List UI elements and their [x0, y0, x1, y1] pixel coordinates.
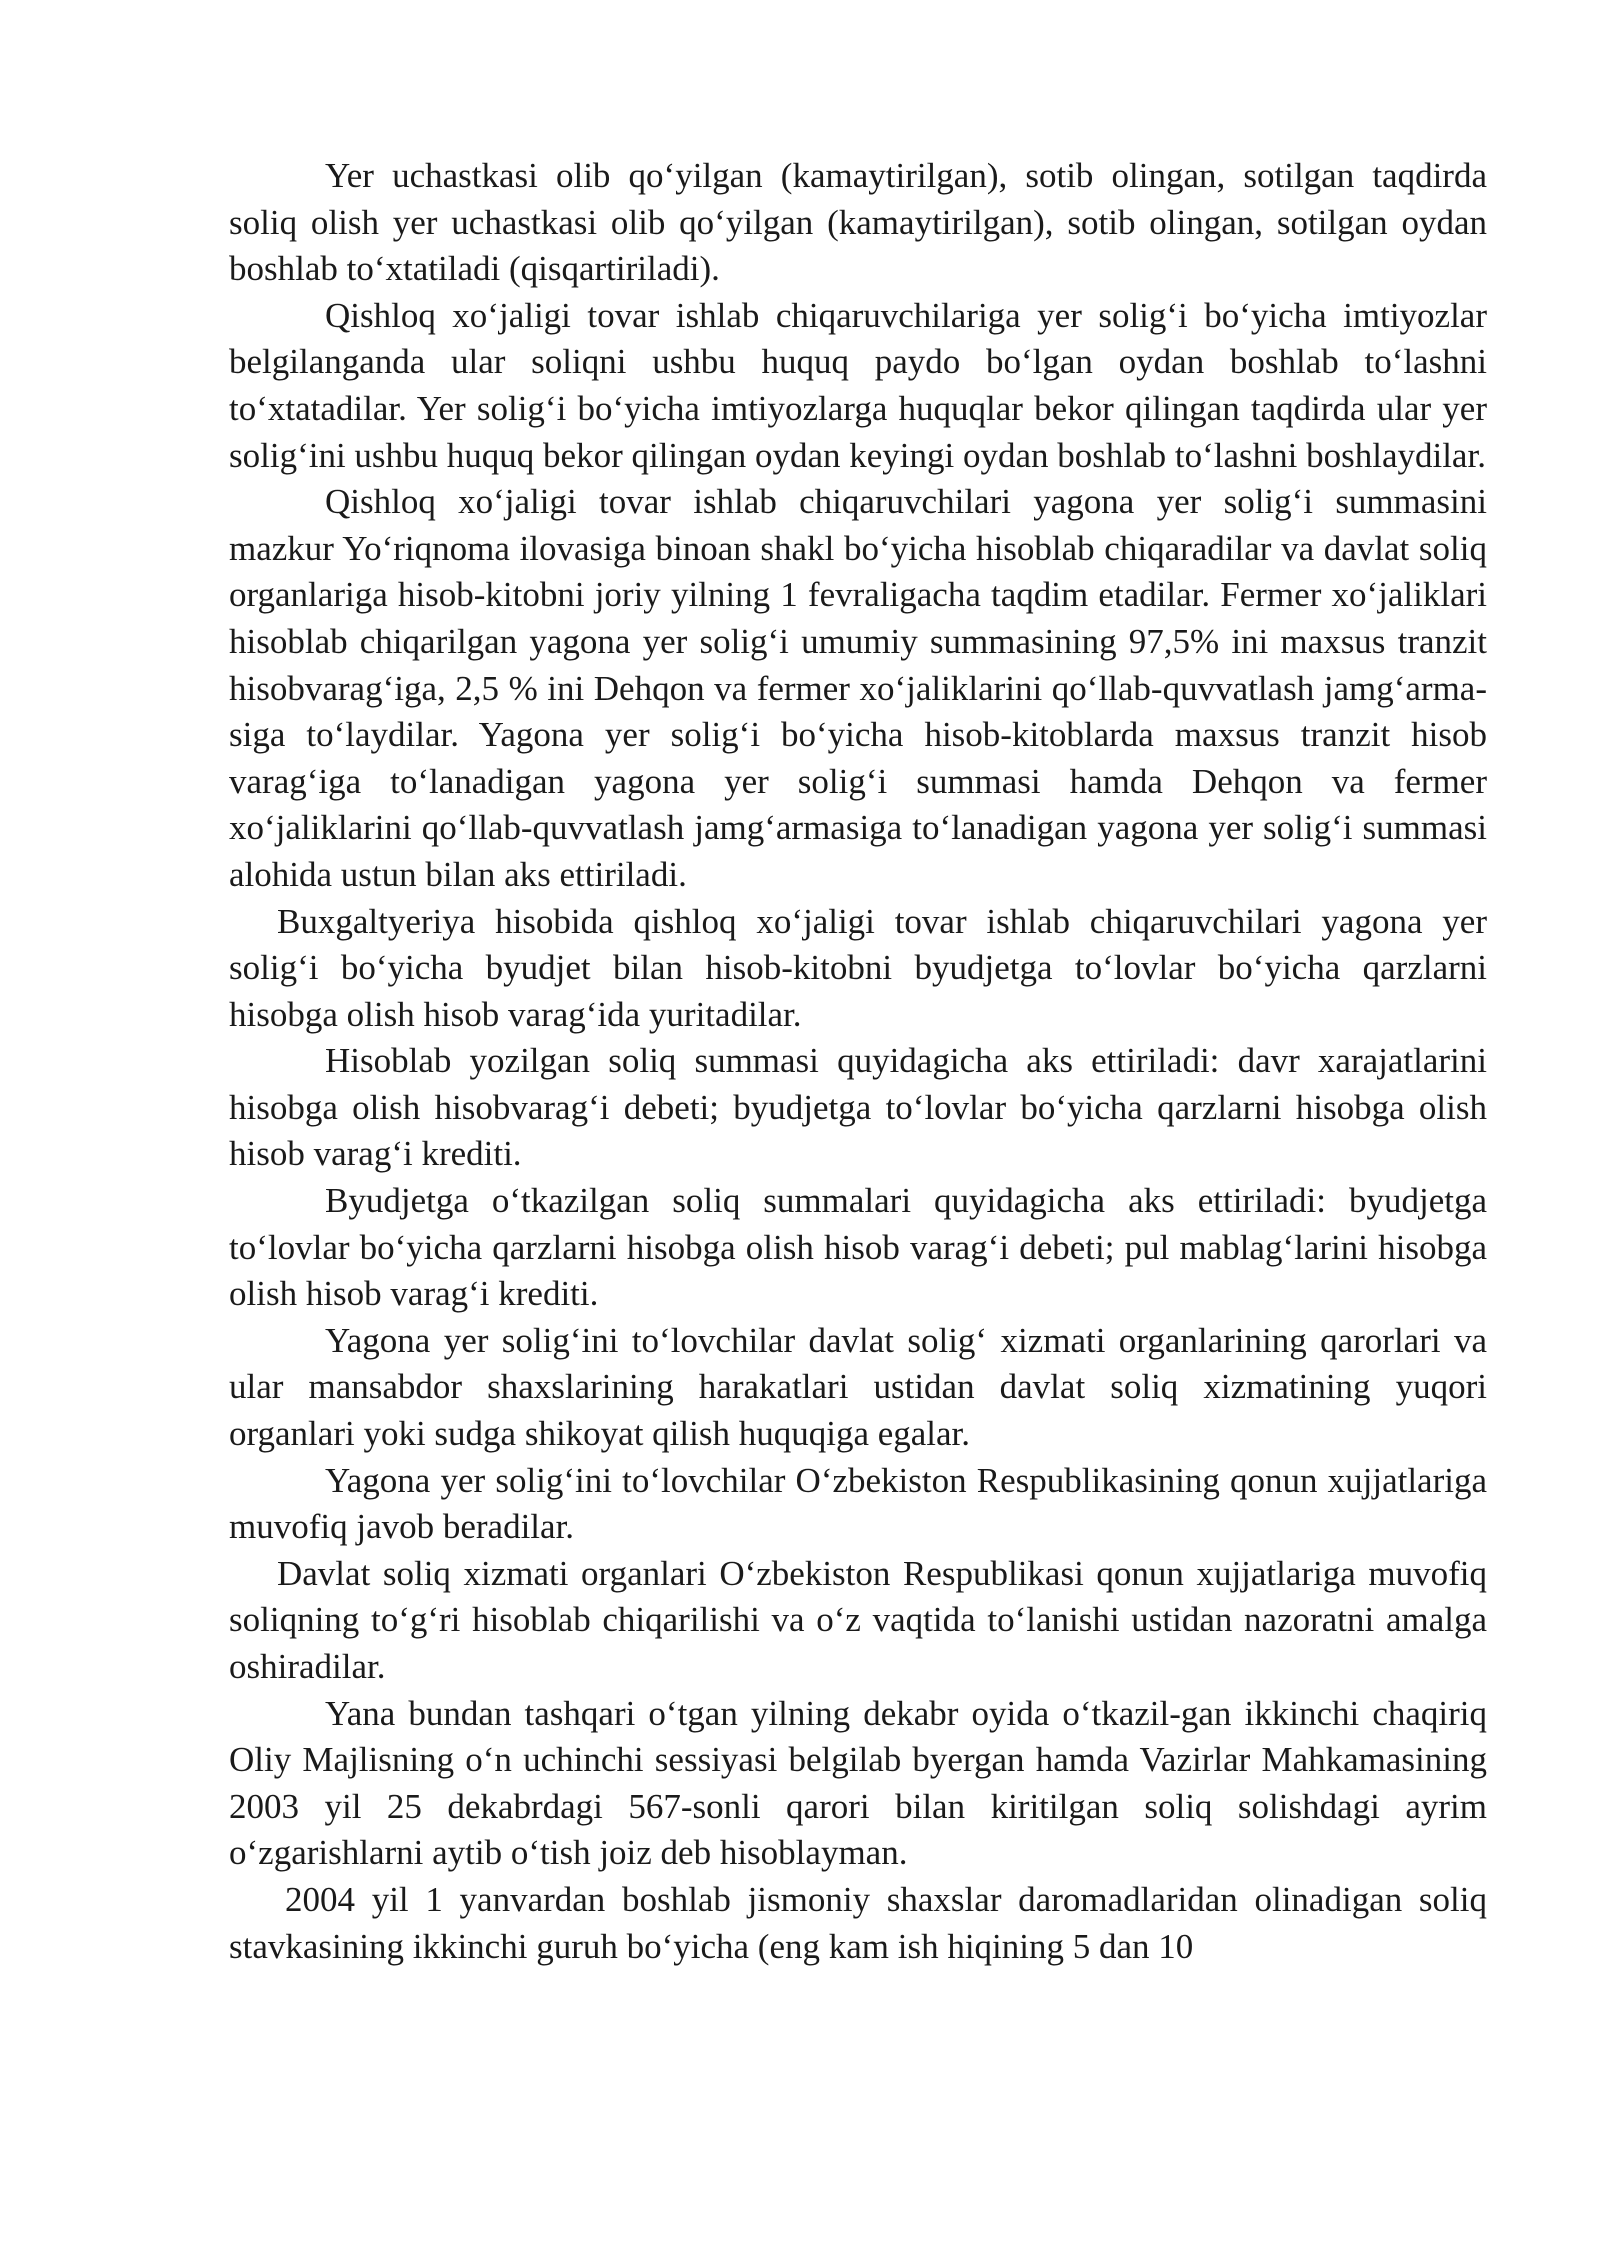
paragraph-2: Qishloq xo‘jaligi tovar ishlab chiqaruvchilariga yer solig‘i bo‘yicha imtiyozlar belgilanganda ular soliqni ushbu huquq paydo bo‘lgan oydan boshlab to‘lashni to‘xtatadilar. Yer solig‘i bo‘yicha imtiyozlarga huquqlar bekor qilingan taqdirda ular yer solig‘ini ushbu huquq bekor qilingan oydan keyingi oydan boshlab to‘lashni boshlaydilar. [229, 295, 1487, 475]
paragraph-11: 2004 yil 1 yanvardan boshlab jismoniy shaxslar daromadlaridan olinadigan soliq stavkasining ikkinchi guruh bo‘yicha (eng kam ish hiqining 5 dan 10 [229, 1879, 1487, 1966]
paragraph-4: Buxgaltyeriya hisobida qishloq xo‘jaligi tovar ishlab chiqaruvchilari yagona yer solig‘i bo‘yicha byudjet bilan hisob-kitobni byudjetga to‘lovlar bo‘yicha qarzlarni hisobga olish hisob varag‘ida yuritadilar. [229, 901, 1487, 1034]
paragraph-10: Yana bundan tashqari o‘tgan yilning dekabr oyida o‘tkazil-gan ikkinchi chaqiriq Oliy Majlisning o‘n uchinchi sessiyasi belgilab byergan hamda Vazirlar Mahkamasining 2003 yil 25 dekabrdagi 567-sonli qarori bilan kiritilgan soliq solishdagi ayrim o‘zgarishlarni aytib o‘tish joiz deb hisoblayman. [229, 1693, 1487, 1873]
paragraph-7: Yagona yer solig‘ini to‘lovchilar davlat solig‘ xizmati organlarining qarorlari va ular mansabdor shaxslarining harakatlari ustidan davlat soliq xizmatining yuqori organlari yoki sudga shikoyat qilish huquqiga egalar. [229, 1320, 1487, 1454]
paragraph-9: Davlat soliq xizmati organlari O‘zbekiston Respublikasi qonun xujjatlariga muvofiq soliqning to‘g‘ri hisoblab chiqarilishi va o‘z vaqtida to‘lanishi ustidan nazoratni amalga oshiradilar. [229, 1553, 1487, 1686]
document-page [229, 153, 1487, 1970]
paragraph-6: Byudjetga o‘tkazilgan soliq summalari quyidagicha aks ettiriladi: byudjetga to‘lovlar bo‘yicha qarzlarni hisobga olish hisob varag‘i debeti; pul mablag‘larini hisobga olish hisob varag‘i krediti. [229, 1181, 1487, 1314]
paragraph-8: Yagona yer solig‘ini to‘lovchilar O‘zbekiston Respublikasining qonun xujjatlariga muvofiq javob beradilar. [229, 1460, 1487, 1547]
paragraph-1: Yer uchastkasi olib qo‘yilgan (kamaytirilgan), sotib olingan, sotilgan taqdirda soliq olish yer uchastkasi olib qo‘yilgan (kamaytirilgan), sotib olingan, sotilgan oydan boshlab to‘xtatiladi (qisqartiriladi). [229, 156, 1487, 289]
paragraph-3: Qishloq xo‘jaligi tovar ishlab chiqaruvchilari yagona yer solig‘i summasini mazkur Yo‘riqnoma ilovasiga binoan shakl bo‘yicha hisoblab chiqaradilar va davlat soliq organlariga hisob-kitobni joriy yilning 1 fevraligacha taqdim etadilar. Fermer xo‘jaliklari hisoblab chiqarilgan yagona yer solig‘i umumiy summasining 97,5% ini maxsus tranzit hisobvarag‘iga, 2,5 % ini Dehqon va fermer xo‘jaliklarini qo‘llab-quvvatlash jamg‘arma-siga to‘laydilar. Yagona yer solig‘i bo‘yicha hisob-kitoblarda maxsus tranzit hisob varag‘iga to‘lanadigan yagona yer solig‘i summasi hamda Dehqon va fermer xo‘jaliklarini qo‘llab-quvvatlash jamg‘armasiga to‘lanadigan yagona yer solig‘i summasi alohida ustun bilan aks ettiriladi. [229, 482, 1487, 894]
paragraph-5: Hisoblab yozilgan soliq summasi quyidagicha aks ettiriladi: davr xarajatlarini hisobga olish hisobvarag‘i debeti; byudjetga to‘lovlar bo‘yicha qarzlarni hisobga olish hisob varag‘i krediti. [229, 1041, 1487, 1174]
